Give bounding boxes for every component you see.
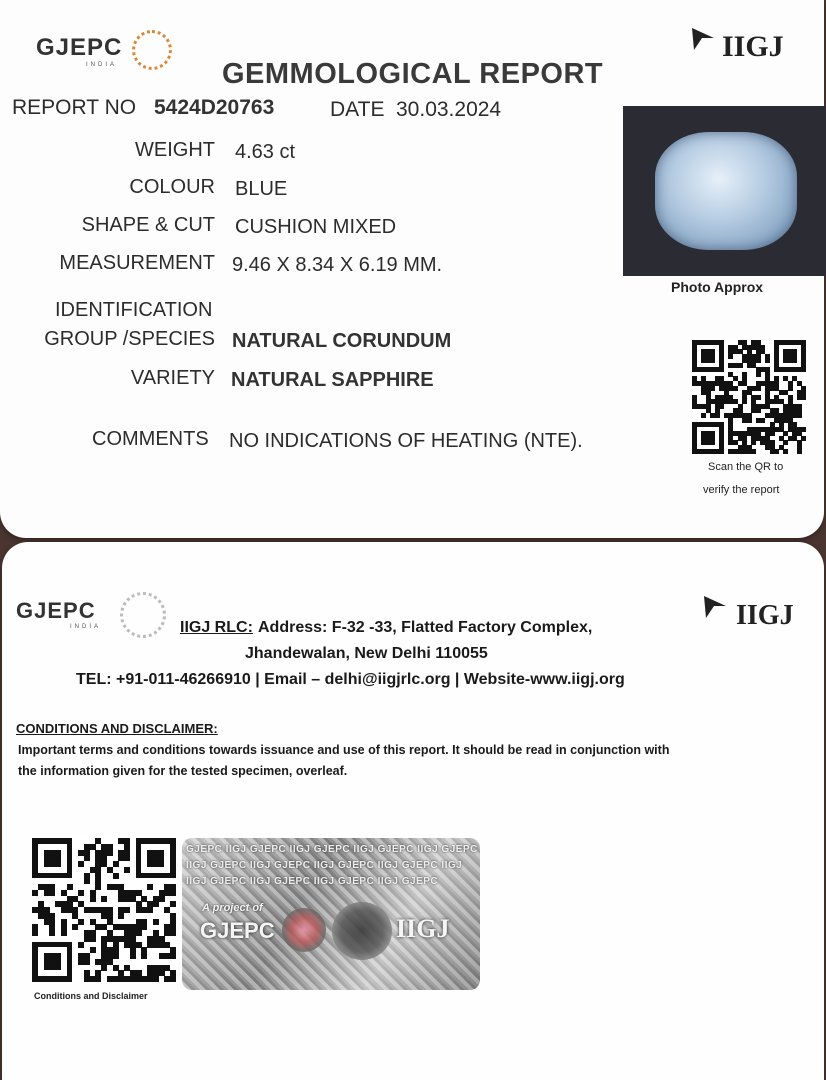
qr-module <box>170 976 176 982</box>
verify-qr-code[interactable] <box>692 340 806 454</box>
qr-finder <box>147 850 164 867</box>
qr-module <box>61 930 67 936</box>
qr-module <box>756 408 761 413</box>
weight-value: 4.63 ct <box>235 141 296 163</box>
qr-module <box>107 850 113 856</box>
weight-label: WEIGHT <box>135 139 215 161</box>
qr-module <box>113 953 119 959</box>
hologram-iigj-text: IIGJ <box>396 914 450 943</box>
qr-finder <box>701 349 715 363</box>
iigj-arrow-icon <box>702 592 728 620</box>
qr-module <box>67 884 73 890</box>
shape-cut-label: SHAPE & CUT <box>81 214 215 236</box>
group-species-label: GROUP /SPECIES <box>44 328 215 350</box>
qr-module <box>747 418 752 423</box>
qr-module <box>78 861 84 867</box>
report-title: GEMMOLOGICAL REPORT <box>222 58 604 90</box>
qr-module <box>90 896 96 902</box>
variety-label: VARIETY <box>130 367 215 389</box>
qr-module <box>124 907 130 913</box>
conditions-line2: the information given for the tested specimen, overleaf. <box>18 764 348 778</box>
qr-module <box>95 976 101 982</box>
hologram-emblem-icon <box>332 902 392 960</box>
qr-module <box>738 363 743 368</box>
qr-module <box>90 947 96 953</box>
qr-module <box>774 449 779 454</box>
qr-module <box>797 449 802 454</box>
colour-value: BLUE <box>235 178 288 200</box>
qr-module <box>78 942 84 948</box>
contact-line: TEL: +91-011-46266910 | Email – delhi@iigjrlc.org | Website-www.iigj.org <box>76 671 625 688</box>
gjepc-logo-subtext: INDIA <box>86 62 118 68</box>
qr-module <box>113 873 119 879</box>
qr-finder <box>44 850 61 867</box>
qr-module <box>756 358 761 363</box>
qr-module <box>78 919 84 925</box>
qr-finder <box>701 431 715 445</box>
hologram-gjepc-text: GJEPC <box>200 918 275 943</box>
shape-cut-value: CUSHION MIXED <box>235 216 397 238</box>
hologram-flower-icon <box>282 908 326 952</box>
date-label: DATE <box>330 98 385 121</box>
iigj-arrow-icon <box>690 24 716 52</box>
qr-module <box>170 953 176 959</box>
gjepc-logo-text: GJEPC <box>36 34 123 61</box>
security-hologram <box>182 838 480 990</box>
qr-module <box>153 919 159 925</box>
address-line1: Address: F-32 -33, Flatted Factory Complex, <box>258 619 593 636</box>
qr-module <box>770 431 775 436</box>
qr-module <box>170 890 176 896</box>
qr-module <box>141 924 147 930</box>
qr-module <box>90 936 96 942</box>
qr-module <box>783 440 788 445</box>
conditions-qr-code[interactable] <box>32 838 176 982</box>
qr-module <box>760 418 765 423</box>
qr-module <box>84 855 90 861</box>
gjepc-sun-icon <box>120 592 166 638</box>
group-species-value: NATURAL CORUNDUM <box>232 330 452 352</box>
qr-module <box>49 930 55 936</box>
qr-module <box>765 358 770 363</box>
report-no-value: 5424D20763 <box>154 96 275 119</box>
qr-module <box>118 913 124 919</box>
qr-module <box>783 449 788 454</box>
qr-module <box>153 976 159 982</box>
conditions-heading: CONDITIONS AND DISCLAIMER: <box>16 721 218 736</box>
qr-module <box>701 413 706 418</box>
colour-label: COLOUR <box>129 176 215 198</box>
qr-caption-line2: verify the report <box>703 484 780 496</box>
qr-module <box>147 907 153 913</box>
qr-module <box>84 959 90 965</box>
qr-module <box>719 404 724 409</box>
qr-module <box>170 901 176 907</box>
qr-module <box>72 924 78 930</box>
identification-label: IDENTIFICATION <box>55 299 213 321</box>
qr-module <box>32 890 38 896</box>
hologram-row-1: GJEPC IIGJ GJEPC IIGJ GJEPC IIGJ GJEPC IIGJ GJEPC <box>186 844 478 855</box>
report-no-label: REPORT NO <box>12 96 137 119</box>
qr-module <box>728 354 733 359</box>
sapphire-image <box>655 132 797 250</box>
qr-module <box>797 413 802 418</box>
hologram-project-text: A project of <box>202 902 263 914</box>
address-label: IIGJ RLC: <box>180 619 253 636</box>
hologram-row-2: IIGJ GJEPC IIGJ GJEPC IIGJ GJEPC IIGJ GJEPC IIGJ <box>186 860 463 871</box>
comments-label: COMMENTS <box>92 428 209 450</box>
qr-finder <box>783 349 797 363</box>
comments-value: NO INDICATIONS OF HEATING (NTE). <box>229 430 583 452</box>
qr-caption-line1: Scan the QR to <box>708 461 784 473</box>
qr-module <box>159 896 165 902</box>
qr-module <box>78 890 84 896</box>
qr-module <box>742 399 747 404</box>
iigj-logo-text: IIGJ <box>722 30 784 63</box>
gjepc-logo-subtext: INDIA <box>70 624 102 630</box>
qr-module <box>788 386 793 391</box>
qr-module <box>756 386 761 391</box>
address-line2: Jhandewalan, New Delhi 110055 <box>245 645 488 662</box>
qr-module <box>113 861 119 867</box>
qr-finder <box>44 953 61 970</box>
qr-module <box>101 965 107 971</box>
conditions-qr-caption: Conditions and Disclaimer <box>34 991 148 1001</box>
qr-module <box>801 395 806 400</box>
qr-module <box>141 953 147 959</box>
qr-module <box>147 884 153 890</box>
iigj-logo-text: IIGJ <box>736 600 794 631</box>
qr-module <box>751 440 756 445</box>
qr-module <box>170 930 176 936</box>
hologram-row-3: IIGJ GJEPC IIGJ GJEPC IIGJ GJEPC IIGJ GJEPC <box>186 876 439 887</box>
qr-module <box>756 395 761 400</box>
qr-module <box>801 436 806 441</box>
gjepc-logo-text: GJEPC <box>16 598 96 623</box>
qr-module <box>101 896 107 902</box>
qr-module <box>751 449 756 454</box>
qr-module <box>49 890 55 896</box>
qr-module <box>801 427 806 432</box>
qr-module <box>32 930 38 936</box>
qr-module <box>710 386 715 391</box>
qr-module <box>130 953 136 959</box>
date-value: 30.03.2024 <box>396 98 502 121</box>
measurement-label: MEASUREMENT <box>59 252 215 274</box>
variety-value: NATURAL SAPPHIRE <box>231 369 434 391</box>
qr-module <box>733 386 738 391</box>
measurement-value: 9.46 X 8.34 X 6.19 MM. <box>232 254 443 276</box>
report-front-card <box>0 0 824 538</box>
qr-module <box>124 867 130 873</box>
conditions-line1: Important terms and conditions towards issuance and use of this report. It should be read in conjunction with <box>18 743 670 757</box>
photo-caption: Photo Approx <box>671 279 764 295</box>
qr-module <box>715 413 720 418</box>
qr-module <box>124 855 130 861</box>
qr-module <box>136 930 142 936</box>
qr-module <box>756 372 761 377</box>
qr-module <box>153 901 159 907</box>
qr-module <box>84 878 90 884</box>
gemstone-photo <box>623 106 826 276</box>
qr-module <box>95 884 101 890</box>
report-back-card <box>2 542 824 1080</box>
gjepc-sun-icon <box>132 30 172 70</box>
